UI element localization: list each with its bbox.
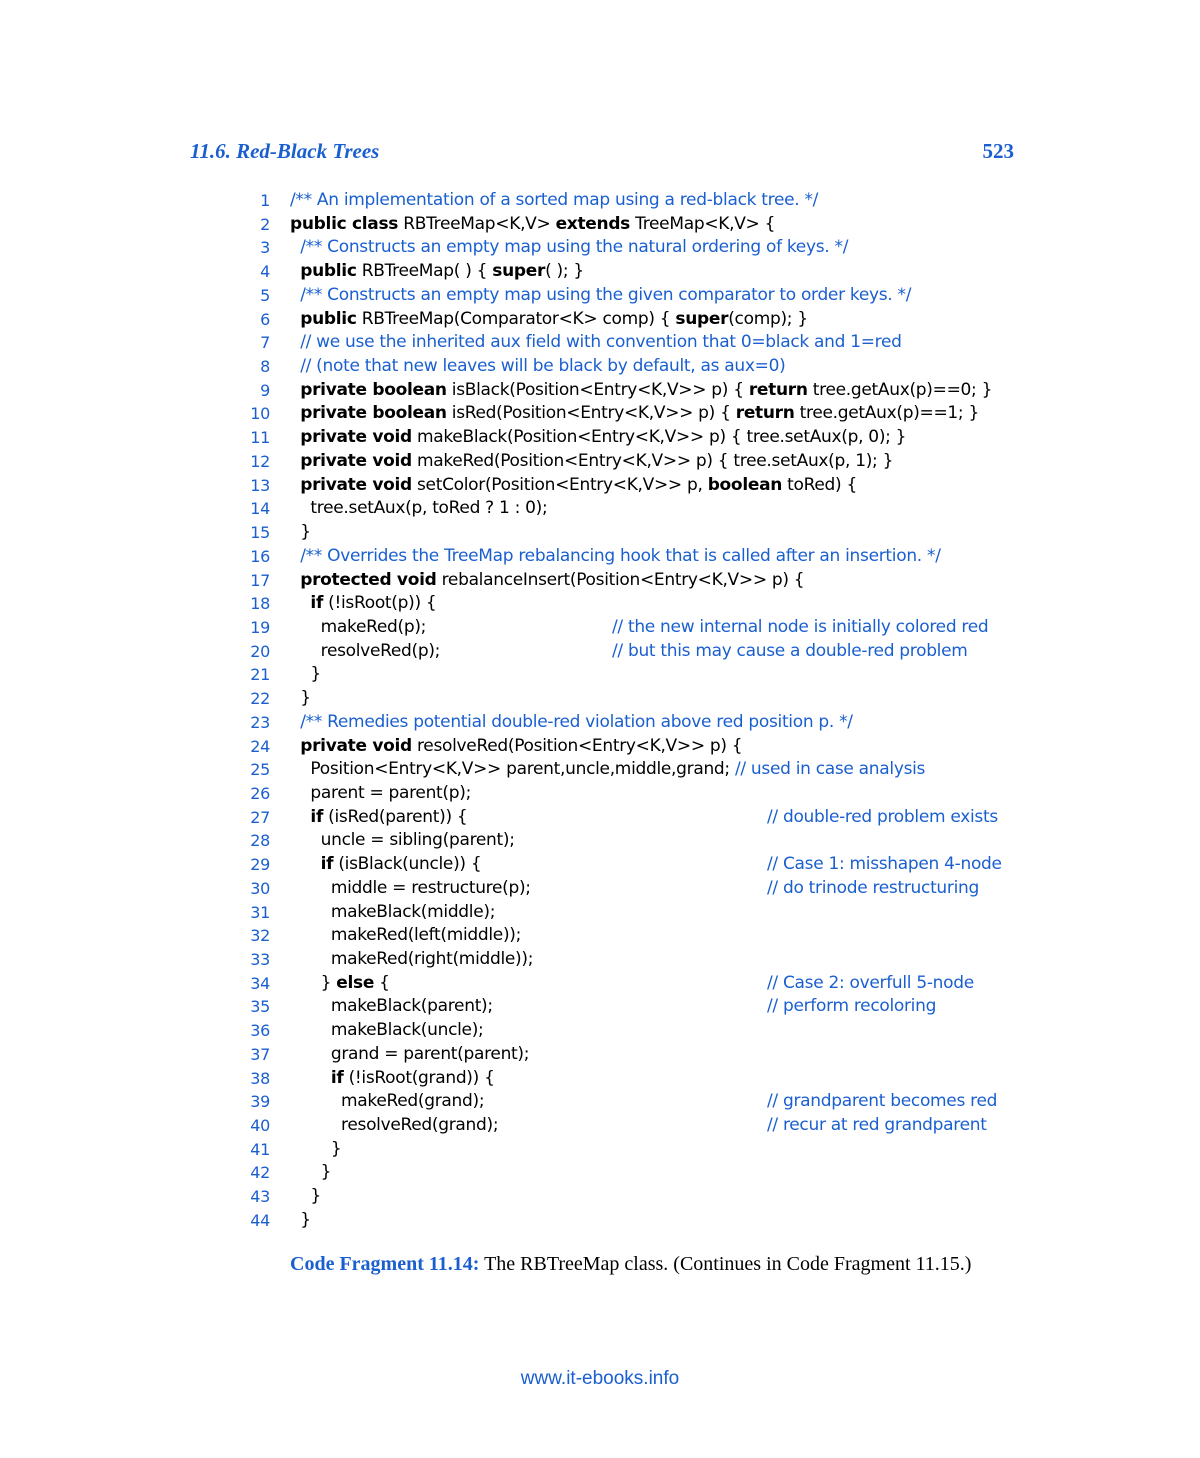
line-number: 20	[250, 641, 270, 661]
code-text	[290, 1209, 311, 1233]
code-token	[290, 475, 300, 495]
code-line	[240, 758, 1040, 782]
line-number: 33	[250, 950, 270, 969]
code-keyword: return	[735, 403, 795, 424]
line-number: 43	[250, 1187, 270, 1207]
line-number: 15	[250, 523, 270, 543]
line-number: 32	[250, 926, 270, 946]
code-line	[240, 995, 1040, 1019]
code-comment: // we use the inherited aux field with convention that 0=black and 1=red	[300, 332, 902, 353]
caption-text: The RBTreeMap class. (Continues in Code Fragment 11.15.)	[484, 1253, 972, 1275]
code-comment: /** Constructs an empty map using the given comparator to order keys. */	[300, 284, 912, 305]
code-text	[290, 497, 547, 521]
code-text	[290, 521, 311, 545]
code-comment: /** Constructs an empty map using the natural ordering of keys. */	[300, 237, 849, 258]
code-token: RBTreeMap( ) {	[356, 261, 493, 282]
code-token: (!isRoot(grand)) {	[343, 1067, 495, 1088]
caption-label: Code Fragment 11.14:	[290, 1253, 480, 1275]
code-line	[240, 236, 1040, 260]
code-comment: // (note that new leaves will be black by default, as aux=0)	[300, 356, 786, 377]
line-number: 42	[250, 1163, 270, 1183]
code-keyword: private void	[300, 474, 412, 495]
code-keyword: private boolean	[300, 379, 447, 400]
code-line	[240, 213, 1040, 237]
code-text	[290, 1138, 341, 1162]
line-number: 18	[250, 594, 270, 614]
code-line	[240, 1067, 1040, 1091]
code-comment: // used in case analysis	[734, 759, 926, 780]
code-line	[240, 829, 1040, 853]
line-number: 2	[260, 214, 270, 234]
code-keyword: protected void	[300, 569, 437, 590]
code-line	[240, 592, 1040, 616]
code-token: }	[290, 1209, 311, 1230]
code-line	[240, 1090, 1040, 1114]
line-number: 28	[250, 831, 270, 851]
line-number: 24	[250, 736, 270, 756]
line-number: 25	[250, 760, 270, 780]
code-text	[290, 450, 893, 474]
code-token	[290, 427, 300, 447]
code-text	[290, 1019, 483, 1043]
code-keyword: private boolean	[300, 403, 447, 424]
code-token	[290, 712, 300, 732]
code-token: parent = parent(p);	[290, 782, 471, 803]
code-line	[240, 901, 1040, 925]
section-title: 11.6. Red-Black Trees	[190, 139, 380, 163]
code-token	[290, 546, 300, 566]
code-keyword: private void	[300, 450, 412, 471]
code-text	[290, 355, 785, 379]
code-text	[290, 569, 804, 593]
code-token: makeRed(left(middle));	[290, 925, 522, 946]
code-line	[240, 1043, 1040, 1067]
line-number: 12	[250, 451, 270, 471]
code-token: }	[290, 522, 311, 543]
code-text	[290, 1067, 495, 1091]
code-line	[240, 331, 1040, 355]
code-token: makeBlack(uncle);	[290, 1020, 484, 1041]
code-token	[290, 451, 300, 471]
line-number: 40	[250, 1116, 270, 1136]
code-token: }	[290, 688, 311, 709]
code-text	[290, 711, 853, 735]
code-line	[240, 379, 1040, 403]
code-text	[290, 308, 808, 332]
code-token: (comp); }	[728, 308, 808, 329]
code-keyword: boolean	[707, 474, 783, 495]
code-caption	[290, 1250, 1014, 1278]
code-text	[290, 1114, 498, 1138]
code-token	[290, 403, 300, 423]
code-line	[240, 545, 1040, 569]
line-number: 9	[260, 380, 270, 400]
code-line	[240, 853, 1040, 877]
code-token: makeBlack(Position<Entry<K,V>> p) { tree.setAux(p, 0); }	[411, 427, 907, 448]
code-keyword: if	[310, 593, 324, 614]
code-line	[240, 1114, 1040, 1138]
code-token: tree.setAux(p, toRed ? 1 : 0);	[290, 498, 548, 519]
code-line	[240, 663, 1040, 687]
running-header	[190, 139, 1014, 165]
code-token: Position<Entry<K,V>> parent,uncle,middle,grand;	[290, 759, 735, 780]
code-line	[240, 616, 1040, 640]
line-number: 36	[250, 1021, 270, 1041]
code-token: {	[374, 972, 390, 993]
code-text	[290, 402, 979, 426]
code-keyword: public	[300, 308, 357, 329]
line-number: 17	[250, 570, 270, 590]
code-token: makeBlack(parent);	[290, 996, 493, 1017]
code-token: rebalanceInsert(Position<Entry<K,V>> p) {	[436, 569, 805, 590]
code-line	[240, 450, 1040, 474]
code-line	[240, 1185, 1040, 1209]
code-comment: /** Overrides the TreeMap rebalancing hook that is called after an insertion. */	[300, 545, 941, 566]
line-number: 21	[250, 665, 270, 685]
code-line	[240, 711, 1040, 735]
code-token: RBTreeMap<K,V>	[398, 213, 556, 234]
code-token: makeRed(grand);	[290, 1091, 485, 1112]
code-text	[290, 640, 440, 664]
line-number: 26	[250, 783, 270, 803]
code-line	[240, 521, 1040, 545]
code-text	[290, 806, 467, 830]
line-number: 23	[250, 712, 270, 732]
code-token	[290, 309, 300, 329]
line-number: 27	[250, 807, 270, 827]
code-token: makeRed(right(middle));	[290, 949, 534, 969]
code-token: (isBlack(uncle)) {	[333, 854, 482, 875]
code-token	[290, 380, 300, 400]
code-token	[290, 237, 300, 257]
code-text	[290, 948, 533, 972]
code-token: resolveRed(p);	[290, 640, 441, 661]
code-token: setColor(Position<Entry<K,V>> p,	[411, 474, 708, 495]
code-token	[290, 593, 310, 613]
code-token: tree.getAux(p)==0; }	[807, 379, 993, 400]
line-number: 29	[250, 855, 270, 875]
code-text	[290, 1043, 529, 1067]
code-keyword: private void	[300, 735, 412, 756]
code-token: }	[290, 972, 337, 993]
line-number: 6	[260, 309, 270, 329]
code-text	[290, 758, 925, 782]
code-token	[290, 356, 300, 376]
line-number: 8	[260, 357, 270, 377]
code-token: isBlack(Position<Entry<K,V>> p) {	[446, 379, 749, 400]
code-trailing-comment: // recur at red grandparent	[767, 1115, 987, 1136]
code-token: makeBlack(middle);	[290, 901, 496, 922]
code-line	[240, 189, 1040, 213]
code-line	[240, 640, 1040, 664]
code-line	[240, 497, 1040, 521]
code-text	[290, 1090, 484, 1114]
line-number: 35	[250, 997, 270, 1017]
code-token: toRed) {	[782, 474, 857, 495]
code-line	[240, 735, 1040, 759]
code-keyword: public class	[290, 213, 399, 234]
code-token: }	[290, 1162, 332, 1183]
code-token: }	[290, 664, 321, 685]
code-trailing-comment: // perform recoloring	[767, 996, 937, 1017]
code-comment: /** An implementation of a sorted map using a red-black tree. */	[290, 190, 819, 210]
line-number: 1	[260, 191, 270, 210]
code-token	[290, 807, 310, 827]
line-number: 10	[250, 404, 270, 424]
code-line	[240, 782, 1040, 806]
code-comment: /** Remedies potential double-red violation above red position p. */	[300, 711, 853, 732]
line-number: 7	[260, 333, 270, 353]
code-text	[290, 213, 775, 237]
code-line	[240, 260, 1040, 284]
code-text	[290, 877, 531, 901]
code-text	[290, 924, 521, 948]
code-token: grand = parent(parent);	[290, 1043, 530, 1064]
code-keyword: super	[675, 308, 729, 329]
code-line	[240, 284, 1040, 308]
code-keyword: extends	[555, 213, 631, 234]
code-keyword: if	[320, 854, 334, 875]
code-text	[290, 782, 471, 806]
code-keyword: public	[300, 261, 357, 282]
code-token	[290, 285, 300, 305]
code-token: middle = restructure(p);	[290, 877, 531, 898]
code-keyword: if	[330, 1067, 344, 1088]
code-text	[290, 735, 742, 759]
code-text	[290, 545, 941, 569]
code-keyword: return	[748, 379, 808, 400]
code-line	[240, 402, 1040, 426]
code-line	[240, 1019, 1040, 1043]
code-text	[290, 1161, 331, 1185]
code-keyword: private void	[300, 427, 412, 448]
code-token	[290, 736, 300, 756]
line-number: 37	[250, 1044, 270, 1064]
code-fragment	[240, 189, 1040, 1233]
code-line	[240, 569, 1040, 593]
code-line	[240, 1161, 1040, 1185]
code-token: tree.getAux(p)==1; }	[794, 403, 979, 424]
code-line	[240, 474, 1040, 498]
line-number: 14	[250, 499, 270, 519]
code-text	[290, 284, 911, 308]
code-text	[290, 616, 426, 640]
code-token: (isRed(parent)) {	[323, 806, 468, 827]
code-line	[240, 972, 1040, 996]
code-trailing-comment: // the new internal node is initially colored red	[612, 616, 989, 637]
line-number: 38	[250, 1068, 270, 1088]
line-number: 34	[250, 973, 270, 993]
code-token	[290, 332, 300, 352]
line-number: 3	[260, 238, 270, 258]
code-trailing-comment: // Case 1: misshapen 4-node	[767, 854, 1002, 875]
code-text	[290, 331, 902, 355]
code-line	[240, 1209, 1040, 1233]
code-text	[290, 663, 321, 687]
line-number: 5	[260, 285, 270, 305]
line-number: 19	[250, 617, 270, 637]
code-keyword: else	[336, 972, 375, 993]
code-text	[290, 995, 493, 1019]
line-number: 22	[250, 689, 270, 709]
footer-link[interactable]: www.it-ebooks.info	[520, 1368, 680, 1389]
code-token	[290, 854, 321, 874]
line-number: 44	[250, 1210, 270, 1230]
code-trailing-comment: // do trinode restructuring	[767, 877, 979, 898]
code-line	[240, 806, 1040, 830]
page-number: 523	[982, 139, 1014, 163]
code-keyword: super	[492, 261, 546, 282]
line-number: 30	[250, 878, 270, 898]
code-token: ( ); }	[545, 261, 584, 282]
code-text	[290, 1185, 321, 1209]
code-text	[290, 260, 584, 284]
code-line	[240, 426, 1040, 450]
code-token	[290, 1068, 331, 1088]
code-line	[240, 948, 1040, 972]
line-number: 11	[250, 428, 270, 448]
code-text	[290, 972, 390, 996]
code-text	[290, 853, 481, 877]
line-number: 4	[260, 262, 270, 282]
code-token: makeRed(Position<Entry<K,V>> p) { tree.setAux(p, 1); }	[411, 450, 894, 471]
code-trailing-comment: // double-red problem exists	[767, 806, 998, 827]
code-text	[290, 592, 436, 616]
code-line	[240, 924, 1040, 948]
code-token: }	[290, 1186, 321, 1207]
code-text	[290, 687, 311, 711]
code-line	[240, 687, 1040, 711]
code-token: resolveRed(grand);	[290, 1115, 499, 1136]
code-token: (!isRoot(p)) {	[323, 593, 437, 614]
code-token: TreeMap<K,V> {	[630, 213, 776, 234]
code-text	[290, 379, 992, 403]
code-token: }	[290, 1138, 342, 1159]
code-text	[290, 426, 906, 450]
code-trailing-comment: // but this may cause a double-red problem	[612, 640, 968, 661]
code-token: RBTreeMap(Comparator<K> comp) {	[356, 308, 676, 329]
code-text	[290, 236, 848, 260]
code-token: isRed(Position<Entry<K,V>> p) {	[446, 403, 736, 424]
code-keyword: if	[310, 806, 324, 827]
code-trailing-comment: // grandparent becomes red	[767, 1091, 998, 1112]
code-line	[240, 308, 1040, 332]
code-text	[290, 474, 857, 498]
code-line	[240, 1138, 1040, 1162]
code-text	[290, 189, 818, 213]
line-number: 31	[250, 902, 270, 922]
line-number: 13	[250, 475, 270, 495]
line-number: 16	[250, 546, 270, 566]
code-line	[240, 877, 1040, 901]
code-token: makeRed(p);	[290, 616, 427, 637]
line-number: 39	[250, 1092, 270, 1112]
code-text	[290, 901, 495, 925]
code-token: resolveRed(Position<Entry<K,V>> p) {	[411, 735, 743, 756]
code-token	[290, 570, 300, 590]
code-token	[290, 261, 300, 281]
line-number: 41	[250, 1139, 270, 1159]
code-token: uncle = sibling(parent);	[290, 830, 515, 851]
code-trailing-comment: // Case 2: overfull 5-node	[767, 972, 974, 993]
code-text	[290, 829, 515, 853]
code-line	[240, 355, 1040, 379]
